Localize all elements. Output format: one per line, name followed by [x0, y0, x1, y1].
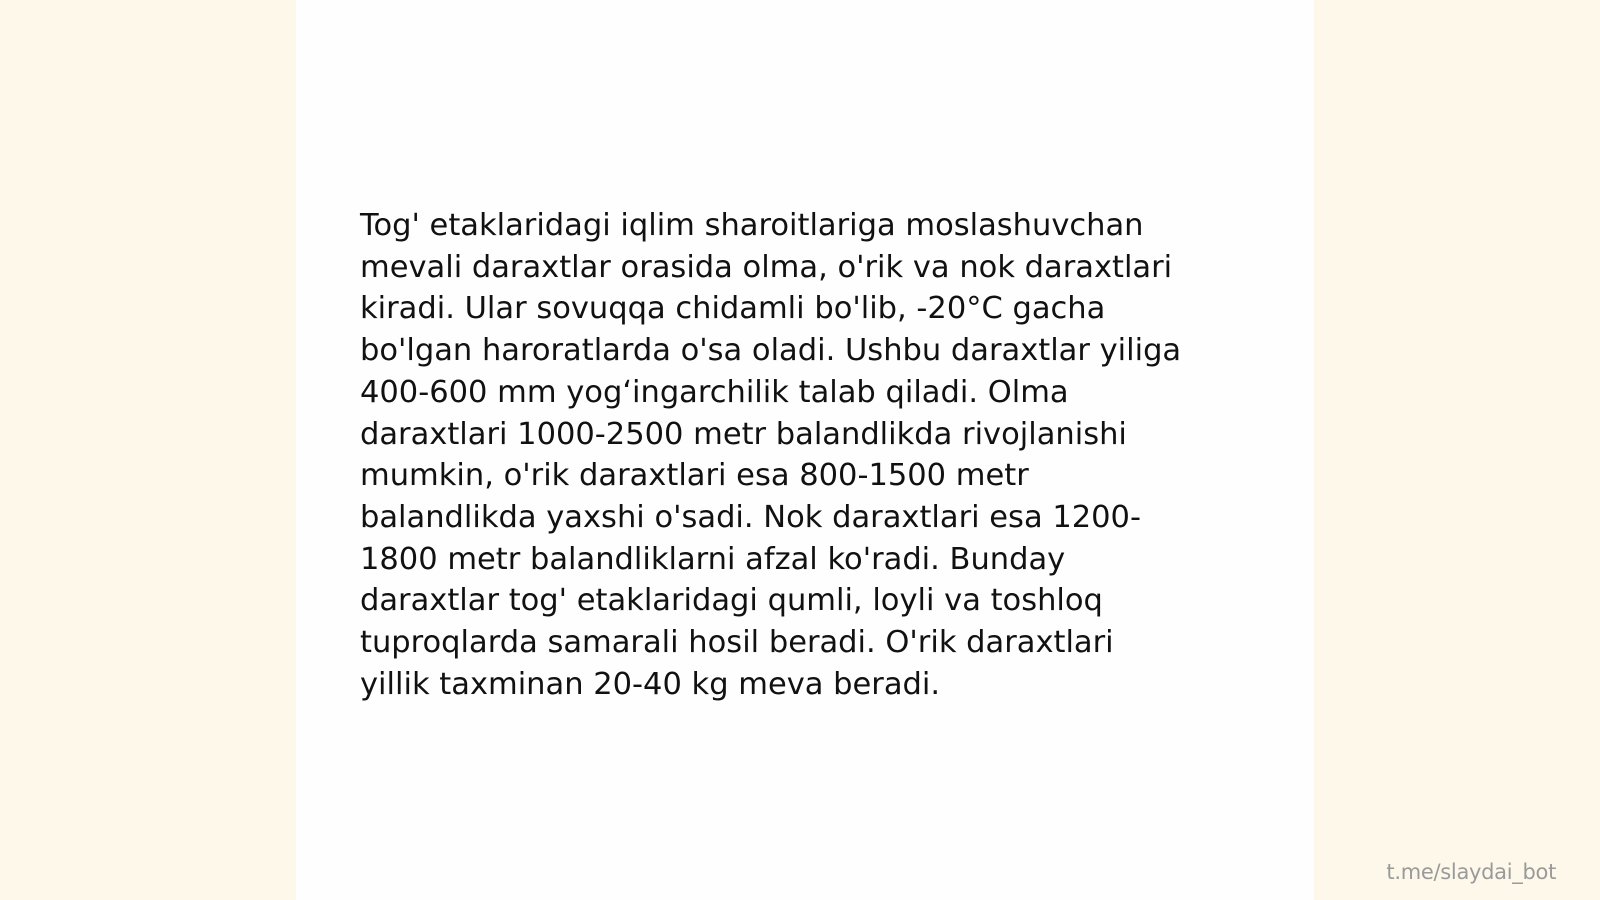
watermark-text: t.me/slaydai_bot — [1386, 860, 1556, 884]
body-line: 1800 metr balandliklarni afzal ko'radi. Bunday — [360, 541, 1066, 577]
body-line: balandlikda yaxshi o'sadi. Nok daraxtlari esa 1200- — [360, 499, 1141, 535]
body-line: bo'lgan haroratlarda o'sa oladi. Ushbu daraxtlar yiliga — [360, 333, 1182, 369]
slide-body-text — [360, 205, 1240, 705]
body-line: yillik taxminan 20-40 kg meva beradi. — [360, 666, 941, 702]
body-line: kiradi. Ular sovuqqa chidamli bo'lib, -20°C gacha — [360, 291, 1106, 327]
body-line: tuproqlarda samarali hosil beradi. O'rik daraxtlari — [360, 625, 1114, 661]
body-line: mevali daraxtlar orasida olma, o'rik va nok daraxtlari — [360, 249, 1173, 285]
body-line: mumkin, o'rik daraxtlari esa 800-1500 metr — [360, 458, 1029, 494]
body-line: daraxtlari 1000-2500 metr balandlikda rivojlanishi — [360, 416, 1127, 452]
body-line: Tog' etaklaridagi iqlim sharoitlariga moslashuvchan — [360, 208, 1144, 243]
body-line: 400-600 mm yog‘ingarchilik talab qiladi. Olma — [360, 374, 1069, 410]
body-line: daraxtlar tog' etaklaridagi qumli, loyli va toshloq — [360, 583, 1103, 619]
